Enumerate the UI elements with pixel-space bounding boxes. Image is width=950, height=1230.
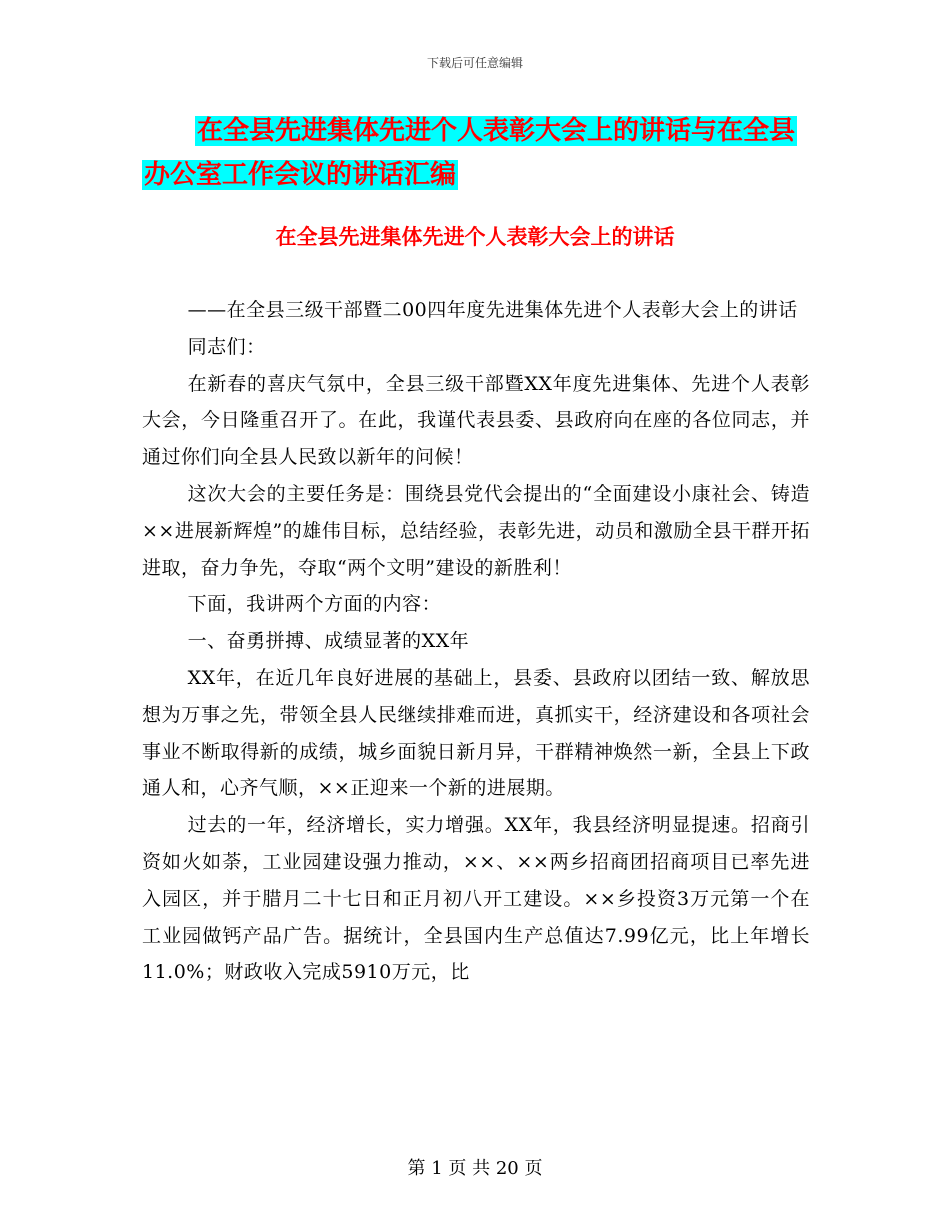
document-body — [142, 292, 810, 991]
paragraph: 下面，我讲两个方面的内容： — [187, 593, 442, 616]
paragraph: XX年，在近几年良好进展的基础上，县委、县政府以团结一致、解放思想为万事之先，带领全县人民继续排难而进，真抓实干，经济建设和各项社会事业不断取得新的成绩，城乡面貌日新月异，干群精神焕然一新，全县上下政通人和，心齐气顺，××正迎来一个新的进展期。 — [142, 666, 810, 800]
paragraph-subheading: ——在全县三级干部暨二00四年度先进集体先进个人表彰大会上的讲话 — [187, 299, 798, 321]
header-note: 下载后可任意编辑 — [426, 56, 523, 70]
main-title-line-1-text: 在全县先进集体先进个人表彰大会上的讲话与在全县 — [197, 116, 796, 146]
paragraph: 在新春的喜庆气氛中，全县三级干部暨XX年度先进集体、先进个人表彰大会，今日隆重召开了。在此，我谨代表县委、县政府向在座的各位同志，并通过你们向全县人民致以新年的问候！ — [142, 372, 810, 469]
main-title-line-2-text: 办公室工作会议的讲话汇编 — [144, 160, 457, 190]
main-title-line-1 — [195, 107, 797, 155]
main-title-line-2 — [142, 151, 458, 199]
paragraph-heading: 一、奋勇拼搏、成绩显著的XX年 — [187, 630, 470, 653]
paragraph: 这次大会的主要任务是：围绕县党代会提出的“全面建设小康社会、铸造××进展新辉煌”的雄伟目标，总结经验，表彰先进，动员和激励全县干群开拓进取，奋力争先，夺取“两个文明”建设的新胜利！ — [142, 482, 810, 579]
paragraph: 过去的一年，经济增长，实力增强。XX年，我县经济明显提速。招商引资如火如荼，工业园建设强力推动，××、××两乡招商团招商项目已率先进入园区，并于腊月二十七日和正月初八开工建设。××乡投资3万元第一个在工业园做钙产品广告。据统计，全县国内生产总值达7.99亿元，比上年增长11.0%；财政收入完成5910万元，比 — [142, 814, 810, 984]
section-title: 在全县先进集体先进个人表彰大会上的讲话 — [275, 225, 675, 249]
page-footer: 第 1 页 共 20 页 — [407, 1158, 543, 1179]
paragraph-greeting: 同志们： — [187, 335, 266, 358]
